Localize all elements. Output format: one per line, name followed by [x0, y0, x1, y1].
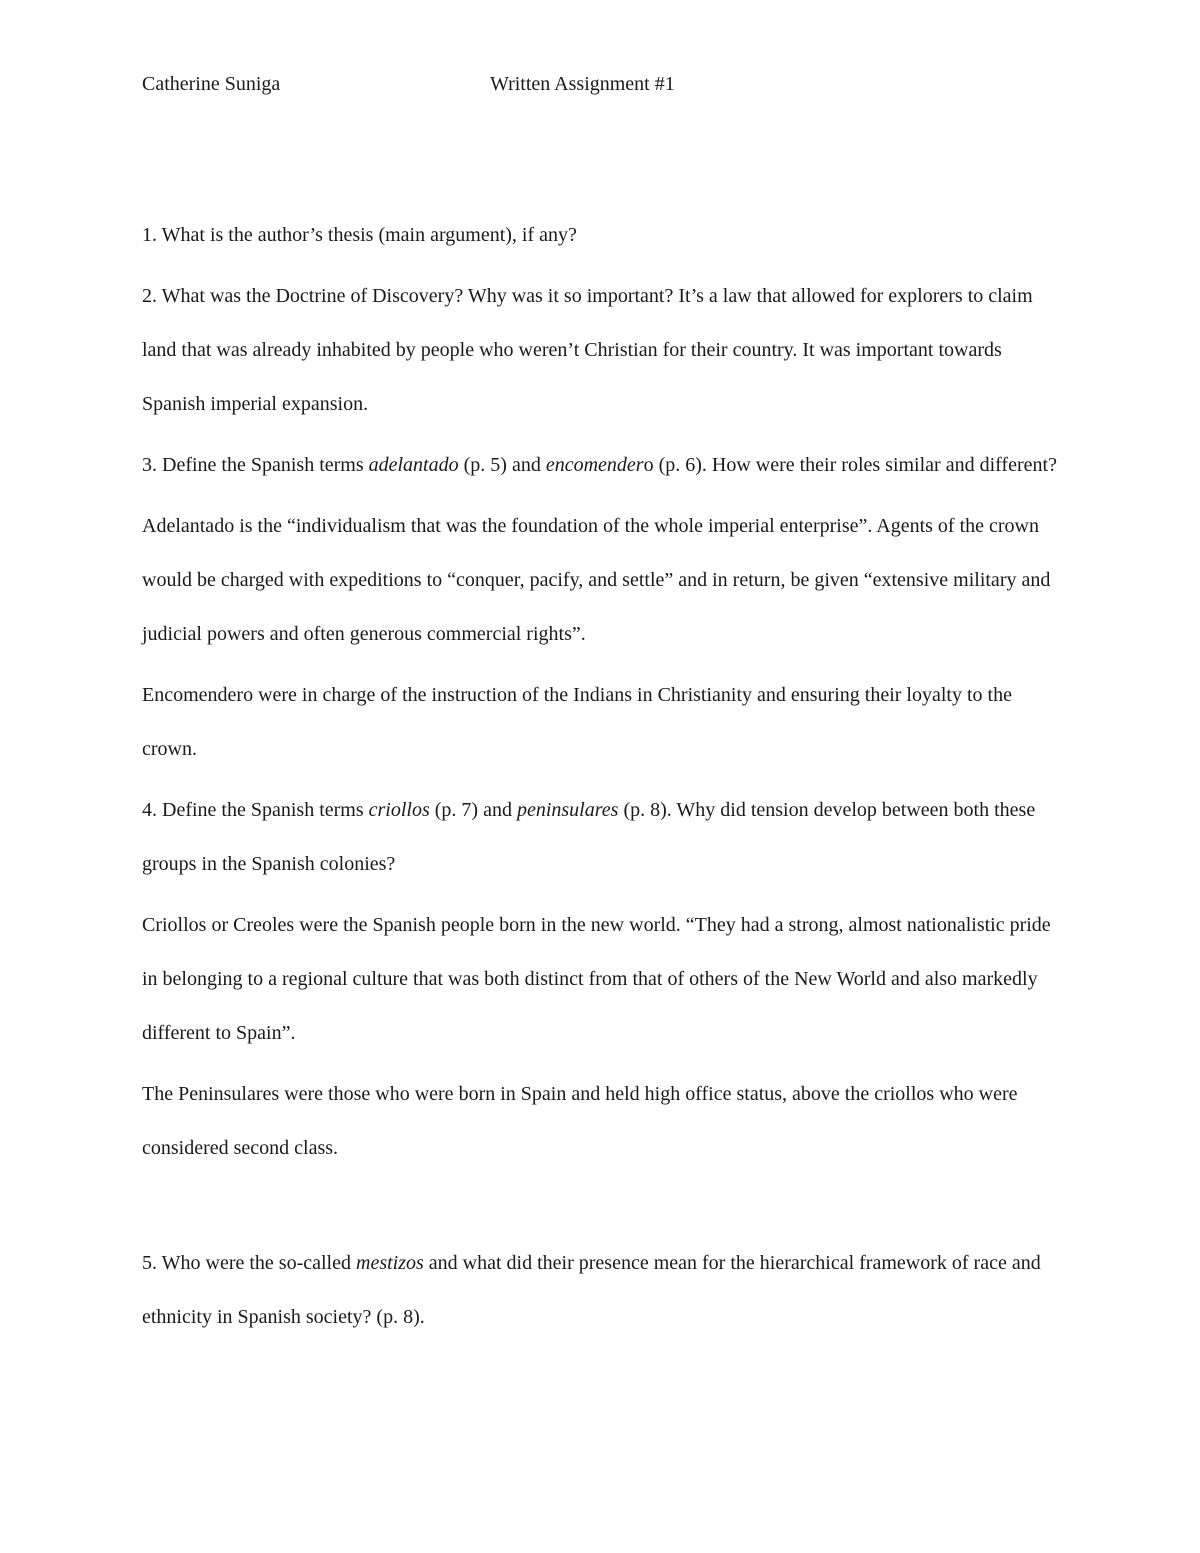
term-adelantado: adelantado	[368, 454, 459, 476]
document-body	[142, 208, 1057, 1351]
question-5-text: and what did their presence mean for the hierarchical framework of race and ethnicity in Spanish society? (p. 8).	[142, 1252, 1041, 1328]
question-4	[142, 783, 1057, 891]
question-4-text: (p. 7) and	[429, 799, 517, 821]
question-4-text: 4. Define the Spanish terms	[142, 799, 369, 821]
page-header	[142, 73, 1062, 103]
question-5-text: 5. Who were the so-called	[142, 1252, 356, 1274]
term-peninsulares: peninsulares	[516, 799, 619, 821]
author-name: Catherine Suniga	[142, 73, 281, 95]
question-1: 1. What is the author’s thesis (main argument), if any?	[142, 224, 577, 246]
question-2: 2. What was the Doctrine of Discovery? Why was it so important? It’s a law that allowed for explorers to claim land that was already inhabited by people who weren’t Christian for their country. It was important towards Spanish imperial expansion.	[142, 285, 1033, 415]
question-4-text: (p. 8). Why did tension develop between both these groups in the Spanish colonies?	[142, 799, 1036, 875]
answer-4-criollos: Criollos or Creoles were the Spanish people born in the new world. “They had a strong, almost nationalistic pride in belonging to a regional culture that was both distinct from that of others of the New World and also markedly different to Spain”.	[142, 914, 1051, 1044]
answer-3-adelantado: Adelantado is the “individualism that was the foundation of the whole imperial enterprise”. Agents of the crown would be charged with expeditions to “conquer, pacify, and settle” and in return, be given “extensive military and judicial powers and often generous commercial rights”.	[142, 515, 1051, 645]
question-5	[142, 1236, 1057, 1344]
assignment-title: Written Assignment #1	[490, 73, 675, 95]
term-mestizos: mestizos	[356, 1252, 424, 1274]
question-3-text: o (p. 6). How were their roles similar and different?	[643, 454, 1057, 476]
question-3-text: (p. 5) and	[458, 454, 546, 476]
answer-4-peninsulares: The Peninsulares were those who were born in Spain and held high office status, above the criollos who were considered second class.	[142, 1083, 1018, 1159]
question-3	[142, 438, 1057, 492]
answer-3-encomendero: Encomendero were in charge of the instruction of the Indians in Christianity and ensuring their loyalty to the crown.	[142, 684, 1012, 760]
term-criollos: criollos	[368, 799, 430, 821]
term-encomendero: encomender	[545, 454, 644, 476]
question-3-text: 3. Define the Spanish terms	[142, 454, 369, 476]
